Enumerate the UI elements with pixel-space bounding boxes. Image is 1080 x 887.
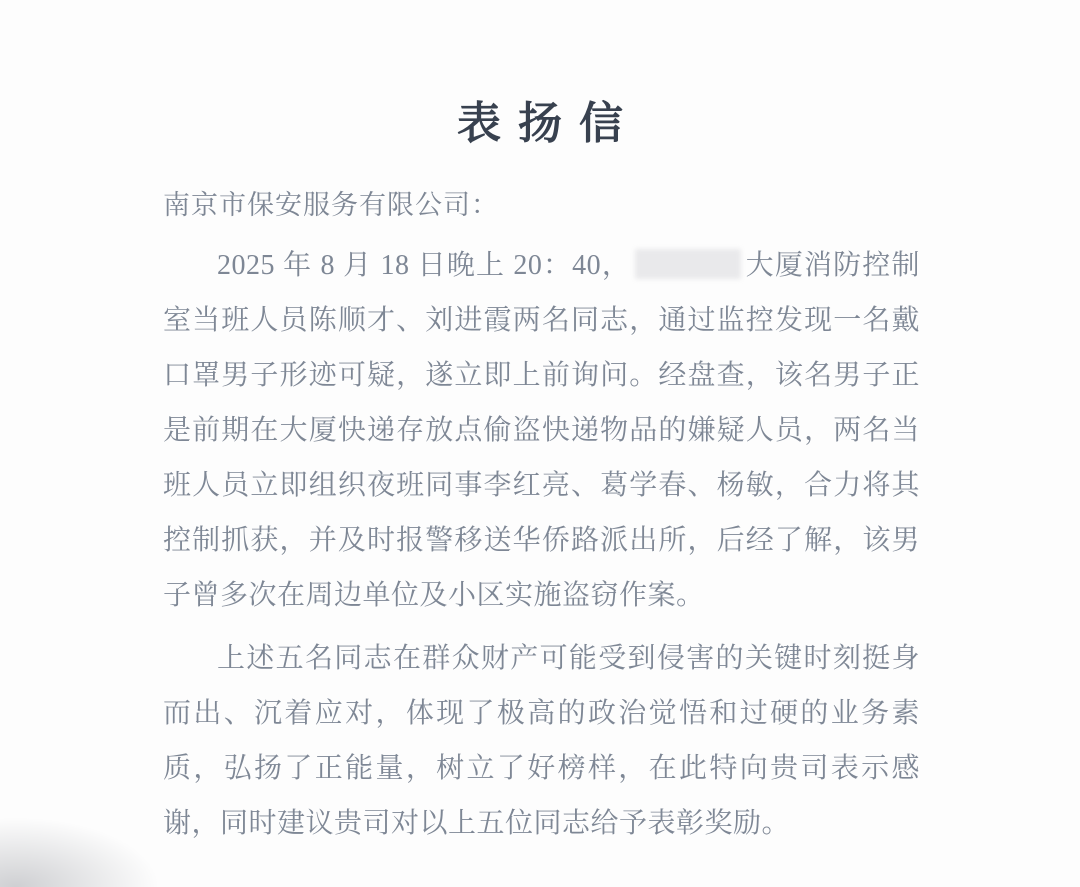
letter-title: 表 扬 信: [457, 99, 626, 148]
salutation: 南京市保安服务有限公司：: [163, 190, 499, 220]
paragraph1-text-after-redaction: 大厦消防控制室当班人员陈顺才、刘进霞两名同志，通过监控发现一名戴口罩男子形迹可疑，遂立即上前询问。经盘查，该名男子正是前期在大厦快递存放点偷盗快递物品的嫌疑人员，两名当班人员立即组织夜班同事李红亮、葛学春、杨敏，合力将其控制抓获，并及时报警移送华侨路派出所，后经了解，该男子曾多次在周边单位及小区实施盗窃作案。: [163, 250, 920, 611]
body-paragraph-1: [163, 238, 920, 623]
paragraph1-text-before-redaction: 2025 年 8 月 18 日晚上 20：40，: [217, 250, 631, 281]
body-paragraph-2: 上述五名同志在群众财产可能受到侵害的关键时刻挺身而出、沉着应对，体现了极高的政治觉悟和过硬的业务素质，弘扬了正能量，树立了好榜样，在此特向贵司表示感谢，同时建议贵司对以上五位同志给予表彰奖励。: [163, 643, 920, 839]
redacted-building-name: [635, 249, 741, 279]
scan-shadow-artifact: [0, 817, 160, 887]
